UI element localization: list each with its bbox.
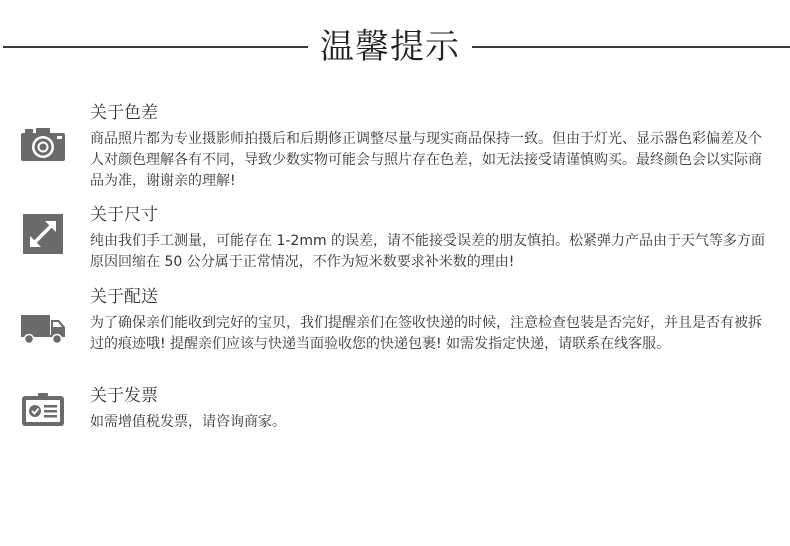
resize-arrow-icon bbox=[20, 214, 66, 254]
section-title: 关于配送 bbox=[90, 287, 158, 307]
section-color-difference bbox=[0, 101, 790, 201]
section-body: 商品照片都为专业摄影师拍摄后和后期修正调整尽量与现实商品保持一致。但由于灯光、显示器色彩偏差及个人对颜色理解各有不同，导致少数实物可能会与照片存在色差，如无法接受请谨慎购买。最终颜色会以实际商品为准，谢谢亲的理解! bbox=[90, 131, 762, 189]
section-body: 为了确保亲们能收到完好的宝贝，我们提醒亲们在签收快递的时候，注意检查包装是否完好，并且是否有被拆过的痕迹哦! 提醒亲们应该与快递当面验收您的快递包裹! 如需发指定快递，请联系在线客服。 bbox=[90, 315, 762, 352]
section-title: 关于尺寸 bbox=[90, 205, 158, 225]
section-body: 如需增值税发票，请咨询商家。 bbox=[90, 414, 286, 430]
header-divider-left bbox=[3, 46, 308, 48]
header bbox=[0, 22, 790, 72]
invoice-card-icon bbox=[20, 390, 66, 430]
header-divider-right bbox=[472, 46, 790, 48]
camera-icon bbox=[20, 124, 66, 164]
section-size bbox=[0, 203, 790, 273]
section-invoice bbox=[0, 384, 790, 444]
section-body: 纯由我们手工测量，可能存在 1-2mm 的误差，请不能接受误差的朋友慎拍。松紧弹力产品由于天气等多方面原因回缩在 50 公分属于正常情况，不作为短米数要求补米数的理由! bbox=[90, 233, 766, 270]
section-delivery bbox=[0, 285, 790, 375]
delivery-truck-icon bbox=[20, 307, 66, 347]
page-title: 温馨提示 bbox=[320, 27, 460, 67]
section-title: 关于色差 bbox=[90, 103, 158, 123]
section-title: 关于发票 bbox=[90, 386, 158, 406]
